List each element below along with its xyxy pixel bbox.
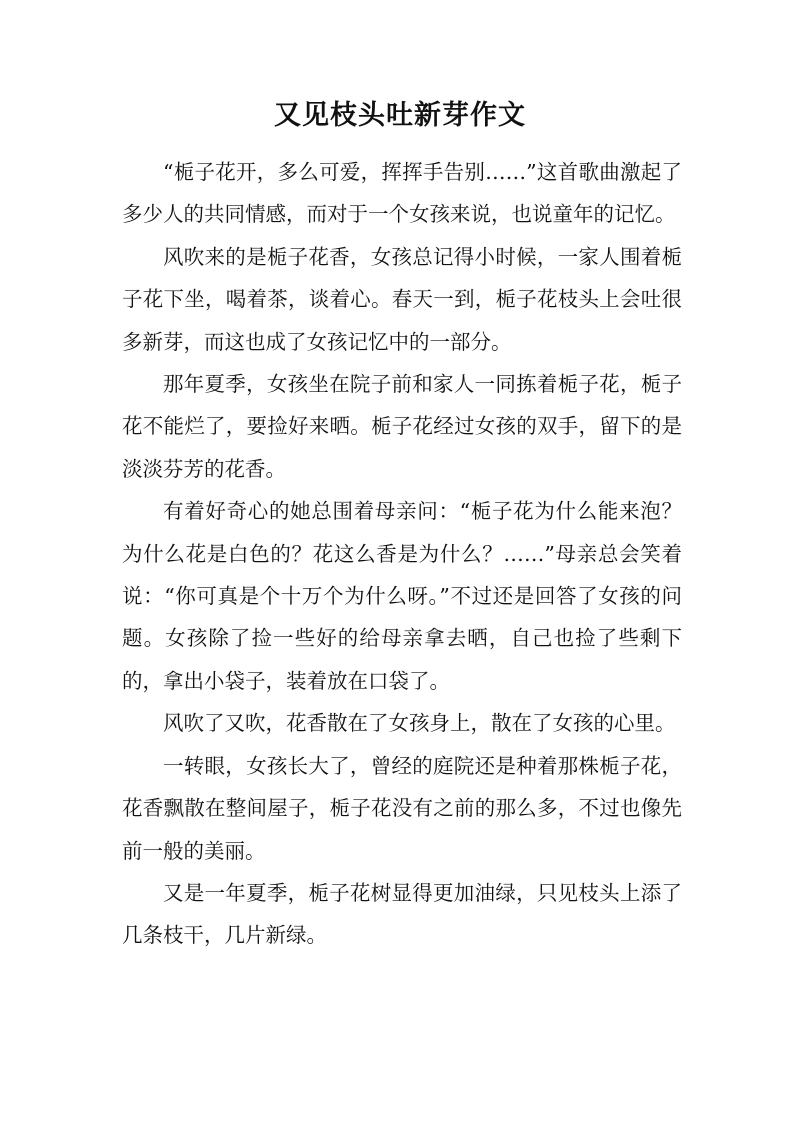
document-title: 又见枝头吐新芽作文 bbox=[274, 100, 526, 131]
paragraph: 又是一年夏季，栀子花树显得更加油绿，只见枝头上添了几条枝干，几片新绿。 bbox=[122, 880, 682, 948]
paragraph: 有着好奇心的她总围着母亲问：“栀子花为什么能来泡？为什么花是白色的？花这么香是为什么？……”母亲总会笑着说：“你可真是个十万个为什么呀。”不过还是回答了女孩的问题。女孩除了捡一些好的给母亲拿去晒，自己也捡了些剩下的，拿出小袋子，装着放在口袋了。 bbox=[122, 499, 682, 693]
document-body bbox=[122, 151, 682, 957]
paragraph: 风吹来的是栀子花香，女孩总记得小时候，一家人围着栀子花下坐，喝着茶，谈着心。春天一到，栀子花枝头上会吐很多新芽，而这也成了女孩记忆中的一部分。 bbox=[122, 244, 682, 354]
paragraph: “栀子花开，多么可爱，挥挥手告别……”这首歌曲激起了多少人的共同情感，而对于一个女孩来说，也说童年的记忆。 bbox=[122, 160, 682, 227]
paragraph: 那年夏季，女孩坐在院子前和家人一同拣着栀子花，栀子花不能烂了，要捡好来晒。栀子花经过女孩的双手，留下的是淡淡芬芳的花香。 bbox=[122, 372, 682, 481]
paragraph: 风吹了又吹，花香散在了女孩身上，散在了女孩的心里。 bbox=[163, 711, 676, 736]
paragraph: 一转眼，女孩长大了，曾经的庭院还是种着那株栀子花，花香飘散在整间屋子，栀子花没有之前的那么多，不过也像先前一般的美丽。 bbox=[122, 753, 682, 863]
